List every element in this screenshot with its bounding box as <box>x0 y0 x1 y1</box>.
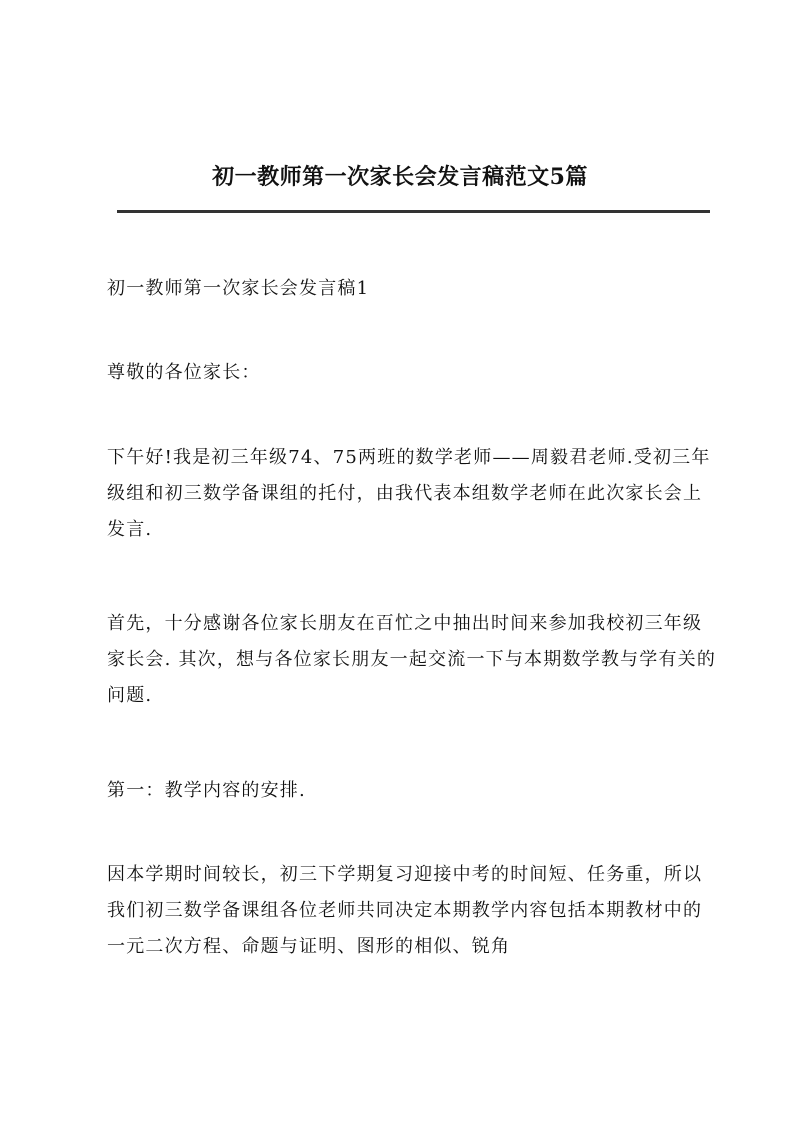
document-title: 初一教师第一次家长会发言稿范文5篇 <box>212 164 588 190</box>
thanks-paragraph: 首先，十分感谢各位家长朋友在百忙之中抽出时间来参加我校初三年级家长会. 其次，想与各位家长朋友一起交流一下与本期数学教与学有关的问题. <box>107 613 717 706</box>
content-paragraph: 因本学期时间较长，初三下学期复习迎接中考的时间短、任务重，所以我们初三数学备课组各位老师共同决定本期教学内容包括本期教材中的一元二次方程、命题与证明、图形的相似、锐角 <box>107 864 703 957</box>
greeting-paragraph: 尊敬的各位家长： <box>107 362 261 383</box>
section-heading: 初一教师第一次家长会发言稿1 <box>107 278 370 299</box>
first-point-heading: 第一：教学内容的安排. <box>107 780 306 801</box>
title-divider <box>117 210 710 213</box>
intro-paragraph: 下午好!我是初三年级74、75两班的数学老师——周毅君老师.受初三年级组和初三数学备课组的托付，由我代表本组数学老师在此次家长会上发言. <box>107 447 711 540</box>
